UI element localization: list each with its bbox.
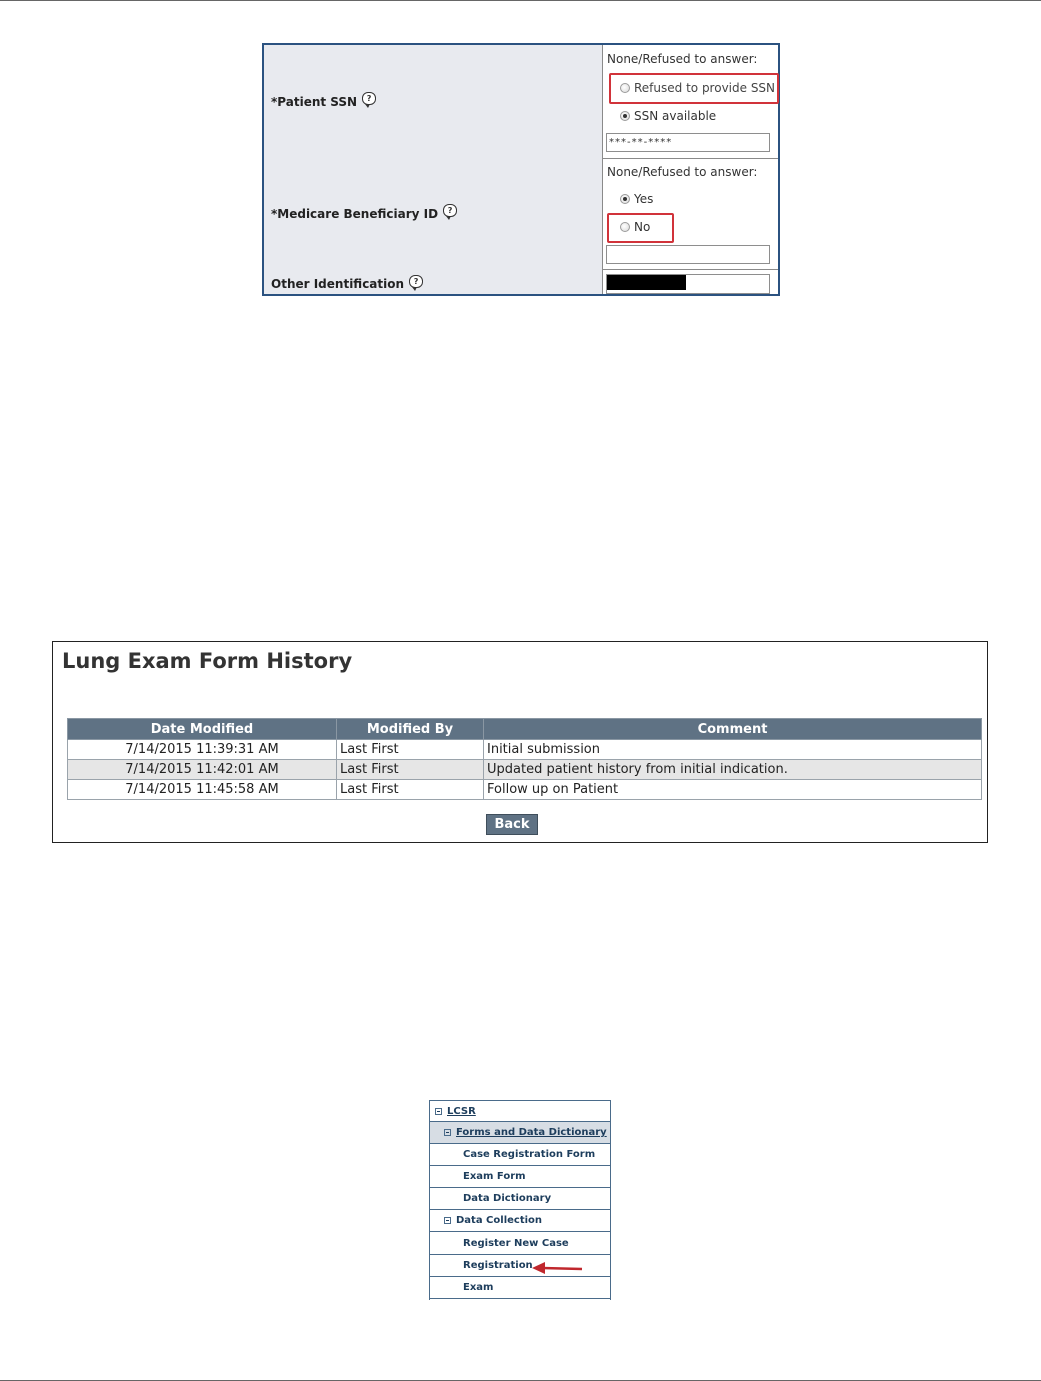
- other-id-label-cell: [264, 269, 603, 294]
- user-cell: Last First: [337, 740, 484, 760]
- ssn-row: [264, 45, 778, 159]
- nav-item-exam[interactable]: [430, 1277, 610, 1299]
- medicare-none-label: None/Refused to answer:: [607, 165, 758, 179]
- medicare-no-radio[interactable]: [620, 222, 630, 232]
- collapse-icon[interactable]: [444, 1129, 451, 1136]
- nav-item-exam-form[interactable]: [430, 1166, 610, 1188]
- nav-item-case-registration-form[interactable]: [430, 1144, 610, 1166]
- nav-label-register-new-case[interactable]: Register New Case: [463, 1238, 569, 1249]
- nav-item-data-collection[interactable]: [430, 1210, 610, 1232]
- nav-label-registration[interactable]: Registration: [463, 1260, 533, 1271]
- nav-label-lcsr[interactable]: LCSR: [447, 1105, 476, 1117]
- medicare-label: *Medicare Beneficiary ID: [271, 206, 439, 221]
- other-id-value-cell: [604, 269, 778, 294]
- medicare-value-cell: [604, 158, 778, 269]
- ssn-refused-option[interactable]: [620, 81, 775, 95]
- medicare-no-option[interactable]: [620, 220, 650, 234]
- date-cell: 7/14/2015 11:39:31 AM: [68, 740, 337, 760]
- nav-label-data-dictionary[interactable]: Data Dictionary: [463, 1193, 552, 1204]
- nav-item-data-dictionary[interactable]: [430, 1188, 610, 1210]
- nav-item-lcsr[interactable]: [430, 1100, 610, 1122]
- ssn-available-label: SSN available: [634, 109, 717, 123]
- table-row: [68, 780, 982, 800]
- other-id-help-icon[interactable]: ?: [409, 275, 423, 288]
- user-cell: Last First: [337, 780, 484, 800]
- ssn-value-cell: [604, 45, 778, 158]
- redaction-bar: [607, 275, 686, 290]
- history-title: Lung Exam Form History: [62, 649, 353, 673]
- ssn-help-icon[interactable]: ?: [362, 92, 376, 105]
- comment-cell: Updated patient history from initial indication.: [484, 760, 982, 780]
- other-id-input[interactable]: [606, 274, 770, 294]
- comment-cell: Follow up on Patient: [484, 780, 982, 800]
- medicare-no-label: No: [634, 220, 651, 234]
- col-comment[interactable]: Comment: [484, 719, 982, 740]
- table-row: [68, 740, 982, 760]
- medicare-help-icon[interactable]: ?: [443, 204, 457, 217]
- nav-item-register-new-case[interactable]: [430, 1233, 610, 1255]
- medicare-yes-label: Yes: [634, 192, 654, 206]
- nav-label-exam-form[interactable]: Exam Form: [463, 1171, 526, 1182]
- nav-label-data-collection[interactable]: Data Collection: [456, 1215, 543, 1226]
- col-modified-by[interactable]: Modified By: [337, 719, 484, 740]
- history-header-row: [68, 719, 982, 740]
- history-table: [67, 718, 982, 800]
- ssn-refused-label: Refused to provide SSN: [634, 81, 776, 95]
- back-button[interactable]: Back: [486, 814, 538, 835]
- ssn-available-option[interactable]: [620, 109, 716, 123]
- medicare-yes-radio[interactable]: [620, 194, 630, 204]
- ssn-refused-radio[interactable]: [620, 83, 630, 93]
- red-arrow-icon: [532, 1261, 584, 1275]
- other-id-row: [264, 269, 778, 294]
- medicare-label-cell: [264, 158, 603, 269]
- table-row: [68, 760, 982, 780]
- col-date-modified[interactable]: Date Modified: [68, 719, 337, 740]
- date-cell: 7/14/2015 11:42:01 AM: [68, 760, 337, 780]
- medicare-yes-option[interactable]: [620, 192, 653, 206]
- ssn-label: *Patient SSN: [271, 94, 358, 109]
- nav-label-exam[interactable]: Exam: [463, 1282, 494, 1293]
- collapse-icon[interactable]: [444, 1217, 451, 1224]
- nav-label-case-registration-form[interactable]: Case Registration Form: [463, 1149, 596, 1160]
- collapse-icon[interactable]: [435, 1108, 442, 1115]
- form-history-panel: [52, 641, 988, 843]
- comment-cell: Initial submission: [484, 740, 982, 760]
- ssn-input[interactable]: ***-**-****: [606, 133, 770, 152]
- nav-item-forms-and-data-dictionary[interactable]: [430, 1122, 610, 1144]
- user-cell: Last First: [337, 760, 484, 780]
- patient-id-form: [262, 43, 780, 296]
- other-id-label: Other Identification: [271, 277, 405, 291]
- ssn-available-radio[interactable]: [620, 111, 630, 121]
- page-top-rule: [0, 0, 1041, 1]
- medicare-input[interactable]: [606, 245, 770, 264]
- medicare-row: [264, 158, 778, 270]
- ssn-none-label: None/Refused to answer:: [607, 52, 758, 66]
- ssn-label-cell: [264, 45, 603, 158]
- date-cell: 7/14/2015 11:45:58 AM: [68, 780, 337, 800]
- nav-label-forms[interactable]: Forms and Data Dictionary: [456, 1127, 607, 1138]
